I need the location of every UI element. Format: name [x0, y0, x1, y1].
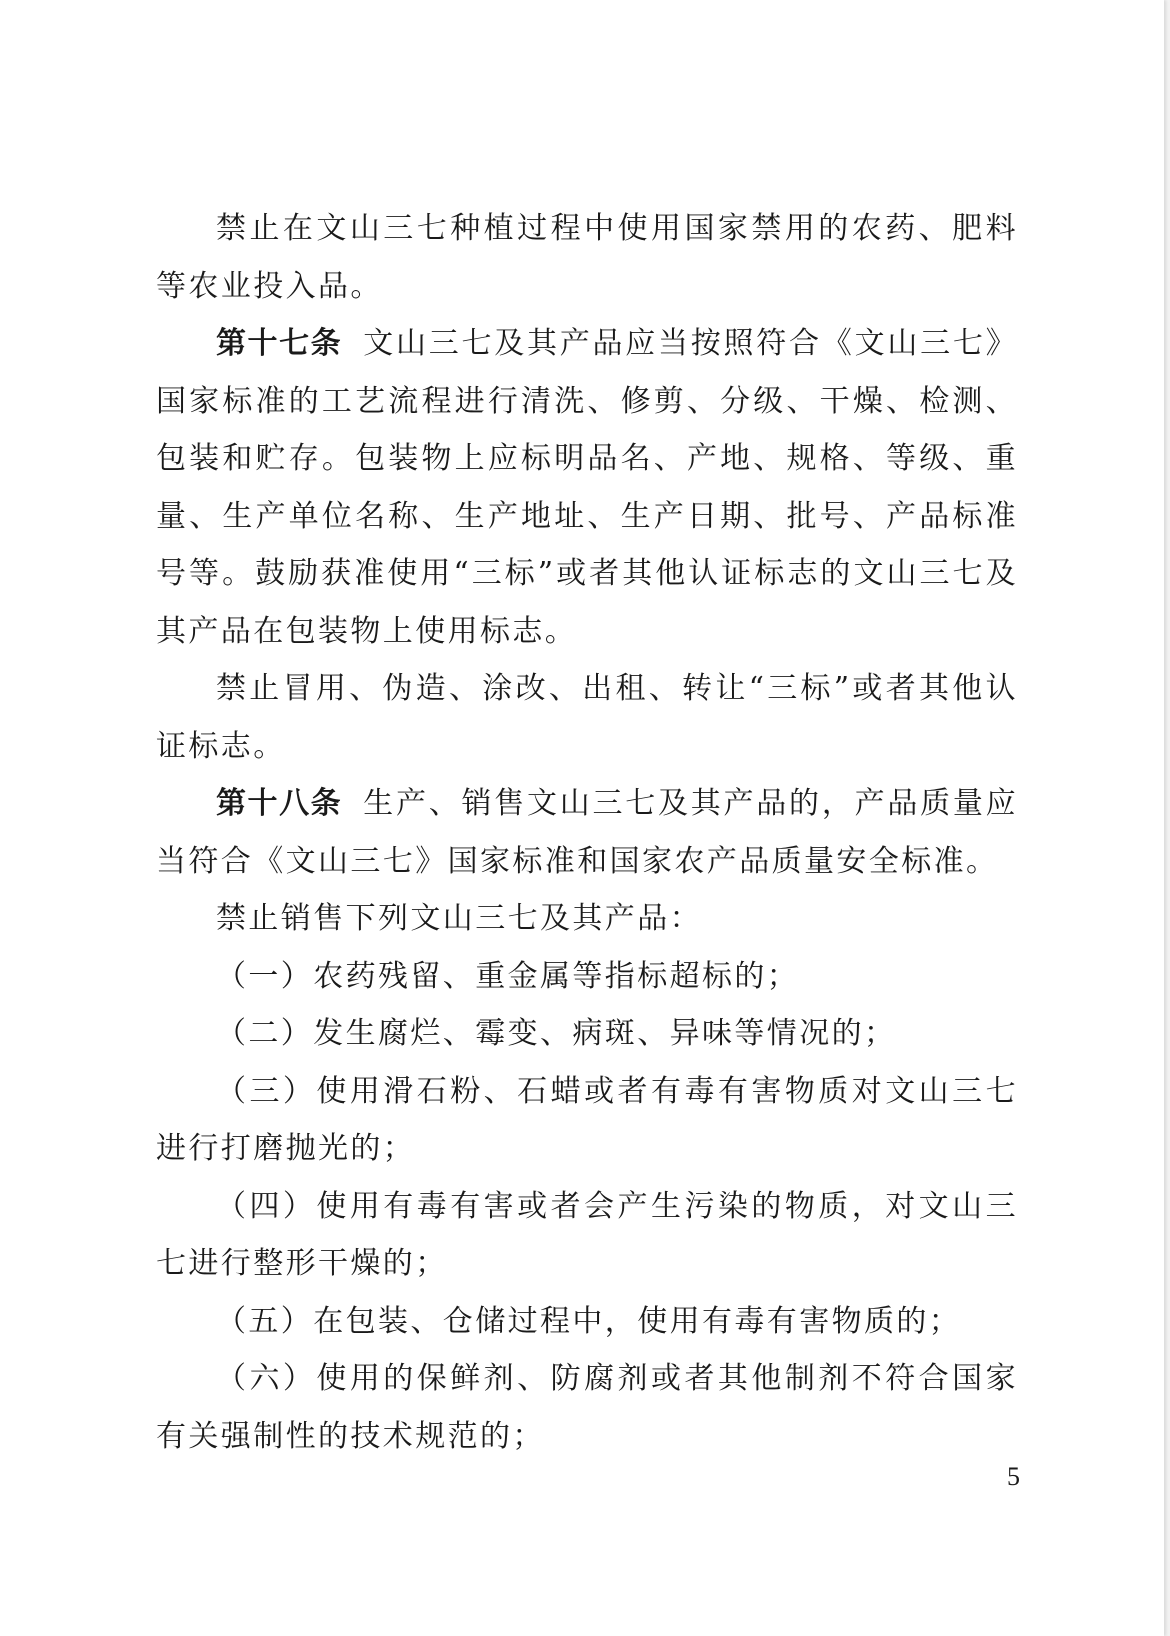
list-item-2 [156, 1005, 1018, 1063]
list-item-5 [156, 1293, 1018, 1351]
paragraph-5 [156, 890, 1018, 948]
list-item-3 [156, 1063, 1018, 1178]
paragraph-text: 禁止冒用、伪造、涂改、出租、转让“三标”或者其他认证标志。 [156, 671, 1018, 764]
page-number: 5 [1007, 1462, 1020, 1491]
list-item-text: （五）在包装、仓储过程中，使用有毒有害物质的； [216, 1303, 962, 1339]
list-item-text: （六）使用的保鲜剂、防腐剂或者其他制剂不符合国家有关强制性的技术规范的； [156, 1361, 1018, 1454]
body-text [156, 200, 1018, 1465]
list-item-1 [156, 948, 1018, 1006]
list-item-text: （四）使用有毒有害或者会产生污染的物质，对文山三七进行整形干燥的； [156, 1188, 1018, 1281]
list-item-text: （三）使用滑石粉、石蜡或者有毒有害物质对文山三七进行打磨抛光的； [156, 1073, 1018, 1166]
article-heading-17: 第十七条 [216, 326, 343, 361]
list-item-6 [156, 1350, 1018, 1465]
article-heading-18: 第十八条 [216, 786, 343, 821]
paragraph-article-17 [156, 315, 1018, 660]
paragraph-text: 禁止在文山三七种植过程中使用国家禁用的农药、肥料等农业投入品。 [156, 211, 1018, 304]
paragraph-text: 生产、销售文山三七及其产品的，产品质量应当符合《文山三七》国家标准和国家农产品质量安全标准。 [156, 786, 1018, 879]
paragraph-text: 禁止销售下列文山三七及其产品： [216, 901, 702, 936]
list-item-text: （二）发生腐烂、霉变、病斑、异味等情况的； [216, 1016, 897, 1051]
paragraph-article-18 [156, 775, 1018, 890]
paragraph-text: 文山三七及其产品应当按照符合《文山三七》国家标准的工艺流程进行清洗、修剪、分级、干燥、检测、包装和贮存。包装物上应标明品名、产地、规格、等级、重量、生产单位名称、生产地址、生产日期、批号、产品标准号等。鼓励获准使用“三标”或者其他认证标志的文山三七及其产品在包装物上使用标志。 [156, 326, 1018, 649]
paragraph-3 [156, 660, 1018, 775]
paragraph-1 [156, 200, 1018, 315]
list-item-4 [156, 1178, 1018, 1293]
list-item-text: （一）农药残留、重金属等指标超标的； [216, 958, 800, 994]
